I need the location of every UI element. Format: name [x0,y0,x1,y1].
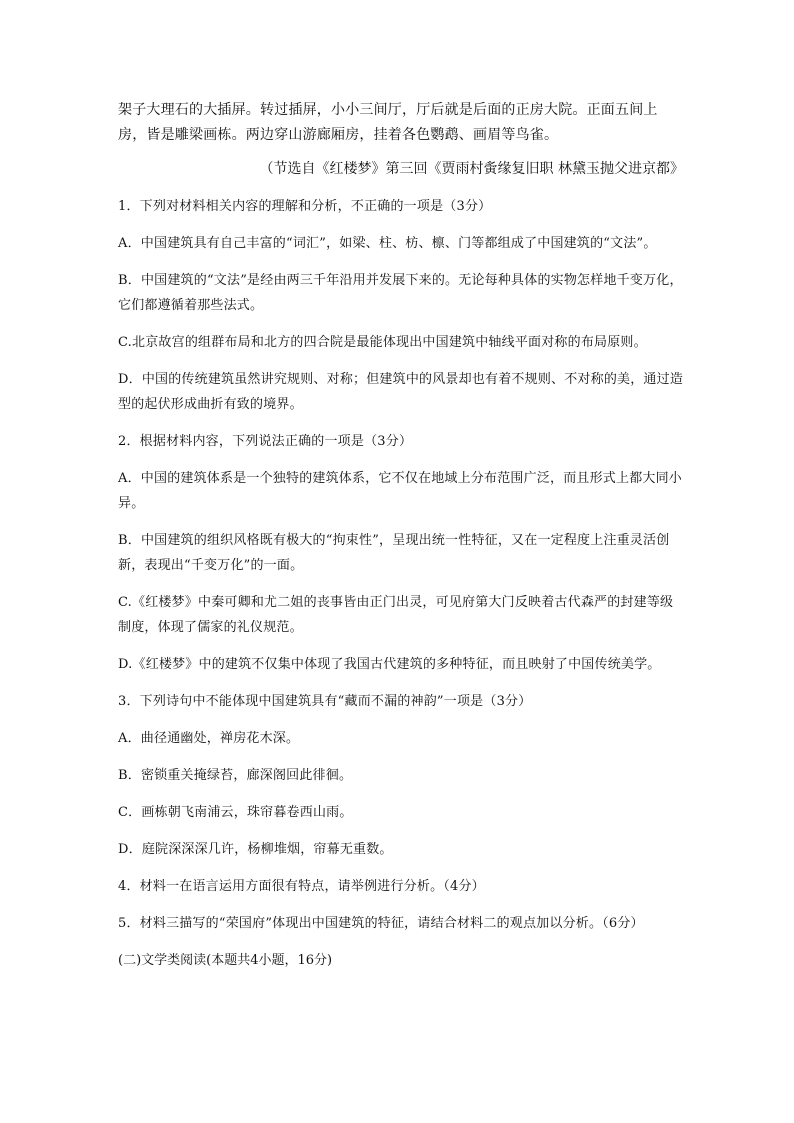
question-2-option-b: B．中国建筑的组织风格既有极大的“拘束性”，呈现出统一性特征，又在一定程度上注重灵活创新，表现出“千变万化”的一面。 [118,533,670,573]
source-note: （节选自《红楼梦》第三回《贾雨村夤缘复旧职 林黛玉抛父进京都》 [259,161,684,177]
question-1-option-a: A．中国建筑具有自己丰富的“词汇”，如梁、柱、枋、檩、门等都组成了中国建筑的“文法”。 [118,236,657,251]
question-3-option-b: B．密锁重关掩绿苔，廊深阁回此徘徊。 [118,768,353,783]
question-3-option-a: A．曲径通幽处，禅房花木深。 [118,731,300,746]
question-3-stem: 3．下列诗句中不能体现中国建筑具有“藏而不漏的神韵”一项是（3分） [118,694,532,709]
question-5-stem: 5．材料三描写的“荣国府”体现出中国建筑的特征，请结合材料二的观点加以分析。（6分） [118,916,644,931]
question-2-option-a: A．中国的建筑体系是一个独特的建筑体系，它不仅在地域上分布范围广泛，而且形式上都大同小异。 [118,471,682,511]
question-1-option-b: B．中国建筑的“文法”是经由两三千年沿用并发展下来的。无论每种具体的实物怎样地千变万化，它们都遵循着那些法式。 [118,273,683,313]
question-1-option-c: C.北京故宫的组群布局和北方的四合院是最能体现出中国建筑中轴线平面对称的布局原则。 [118,335,647,350]
question-2-option-c: C.《红楼梦》中秦可卿和尤二姐的丧事皆由正门出灵，可见府第大门反映着古代森严的封建等级制度，体现了儒家的礼仪规范。 [118,595,674,635]
section-heading: (二)文学类阅读(本题共4小题，16分) [118,953,333,968]
intro-paragraph: 架子大理石的大插屏。转过插屏，小小三间厅，厅后就是后面的正房大院。正面五间上房，皆是雕梁画栋。两边穿山游廊厢房，挂着各色鹦鹉、画眉等鸟雀。 [118,102,658,143]
question-2-stem: 2．根据材料内容，下列说法正确的一项是（3分） [118,434,413,449]
question-1-stem: 1．下列对材料相关内容的理解和分析，不正确的一项是（3分） [118,199,492,214]
question-2-option-d: D.《红楼梦》中的建筑不仅集中体现了我国古代建筑的多种特征，而且映射了中国传统美学。 [118,657,661,672]
document-page [118,98,684,973]
question-4-stem: 4．材料一在语言运用方面很有特点，请举例进行分析。（4分） [118,879,485,894]
question-3-option-d: D．庭院深深深几许，杨柳堆烟，帘幕无重数。 [118,842,393,857]
question-1-option-d: D．中国的传统建筑虽然讲究规则、对称；但建筑中的风景却也有着不规则、不对称的美，通过造型的起伏形成曲折有致的境界。 [118,372,684,412]
question-3-option-c: C．画栋朝飞南浦云，珠帘暮卷西山雨。 [118,805,353,820]
